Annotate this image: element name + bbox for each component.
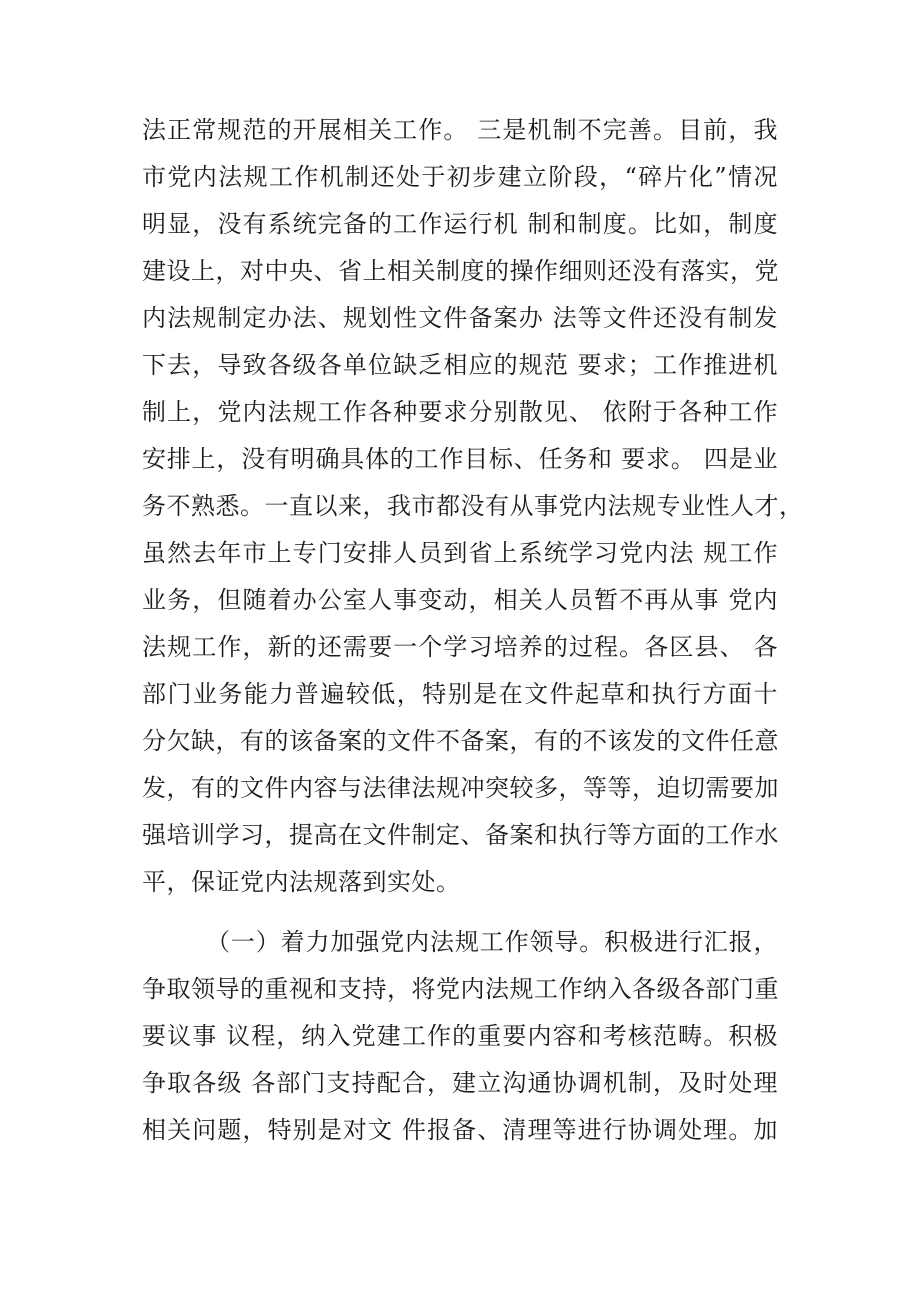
text-line: 下去，导致各级各单位缺乏相应的规范 要求；工作推进机: [142, 351, 778, 379]
text-line: 平，保证党内法规落到实处。: [142, 868, 461, 896]
text-line: 务不熟悉。一直以来，我市都没有从事党内法规专业性人才，: [142, 492, 804, 520]
text-line: 法规工作，新的还需要一个学习培养的过程。各区县、 各: [142, 633, 778, 661]
text-line: 内法规制定办法、规划性文件备案办 法等文件还没有制发: [142, 304, 778, 332]
text-line: 法正常规范的开展相关工作。 三是机制不完善。目前，我: [142, 116, 778, 144]
text-line: 明显，没有系统完备的工作运行机 制和制度。比如，制度: [142, 210, 778, 238]
text-line: 发，有的文件内容与法律法规冲突较多，等等，迫切需要加: [142, 774, 779, 802]
text-line: 制上，党内法规工作各种要求分别散见、 依附于各种工作: [142, 398, 778, 426]
text-line: 安排上，没有明确具体的工作目标、任务和 要求。 四是业: [142, 445, 778, 473]
text-line: 建设上，对中央、省上相关制度的操作细则还没有落实，党: [142, 257, 779, 285]
text-line: 业务，但随着办公室人事变动，相关人员暂不再从事 党内: [142, 586, 778, 614]
text-line: 争取领导的重视和支持，将党内法规工作纳入各级各部门重: [142, 975, 779, 1003]
text-line: 虽然去年市上专门安排人员到省上系统学习党内法 规工作: [142, 539, 778, 567]
text-line: 分欠缺，有的该备案的文件不备案，有的不该发的文件任意: [142, 727, 779, 755]
text-line: 部门业务能力普遍较低，特别是在文件起草和执行方面十: [142, 680, 778, 708]
text-line: 强培训学习，提高在文件制定、备案和执行等方面的工作水: [142, 821, 779, 849]
text-line: 争取各级 各部门支持配合，建立沟通协调机制，及时处理: [142, 1069, 778, 1097]
text-line: （一）着力加强党内法规工作领导。积极进行汇报，: [206, 928, 778, 956]
text-line: 相关问题，特别是对文 件报备、清理等进行协调处理。加: [142, 1116, 778, 1144]
text-line: 市党内法规工作机制还处于初步建立阶段，“碎片化”情况: [142, 163, 778, 191]
text-line: 要议事 议程，纳入党建工作的重要内容和考核范畴。积极: [142, 1022, 778, 1050]
